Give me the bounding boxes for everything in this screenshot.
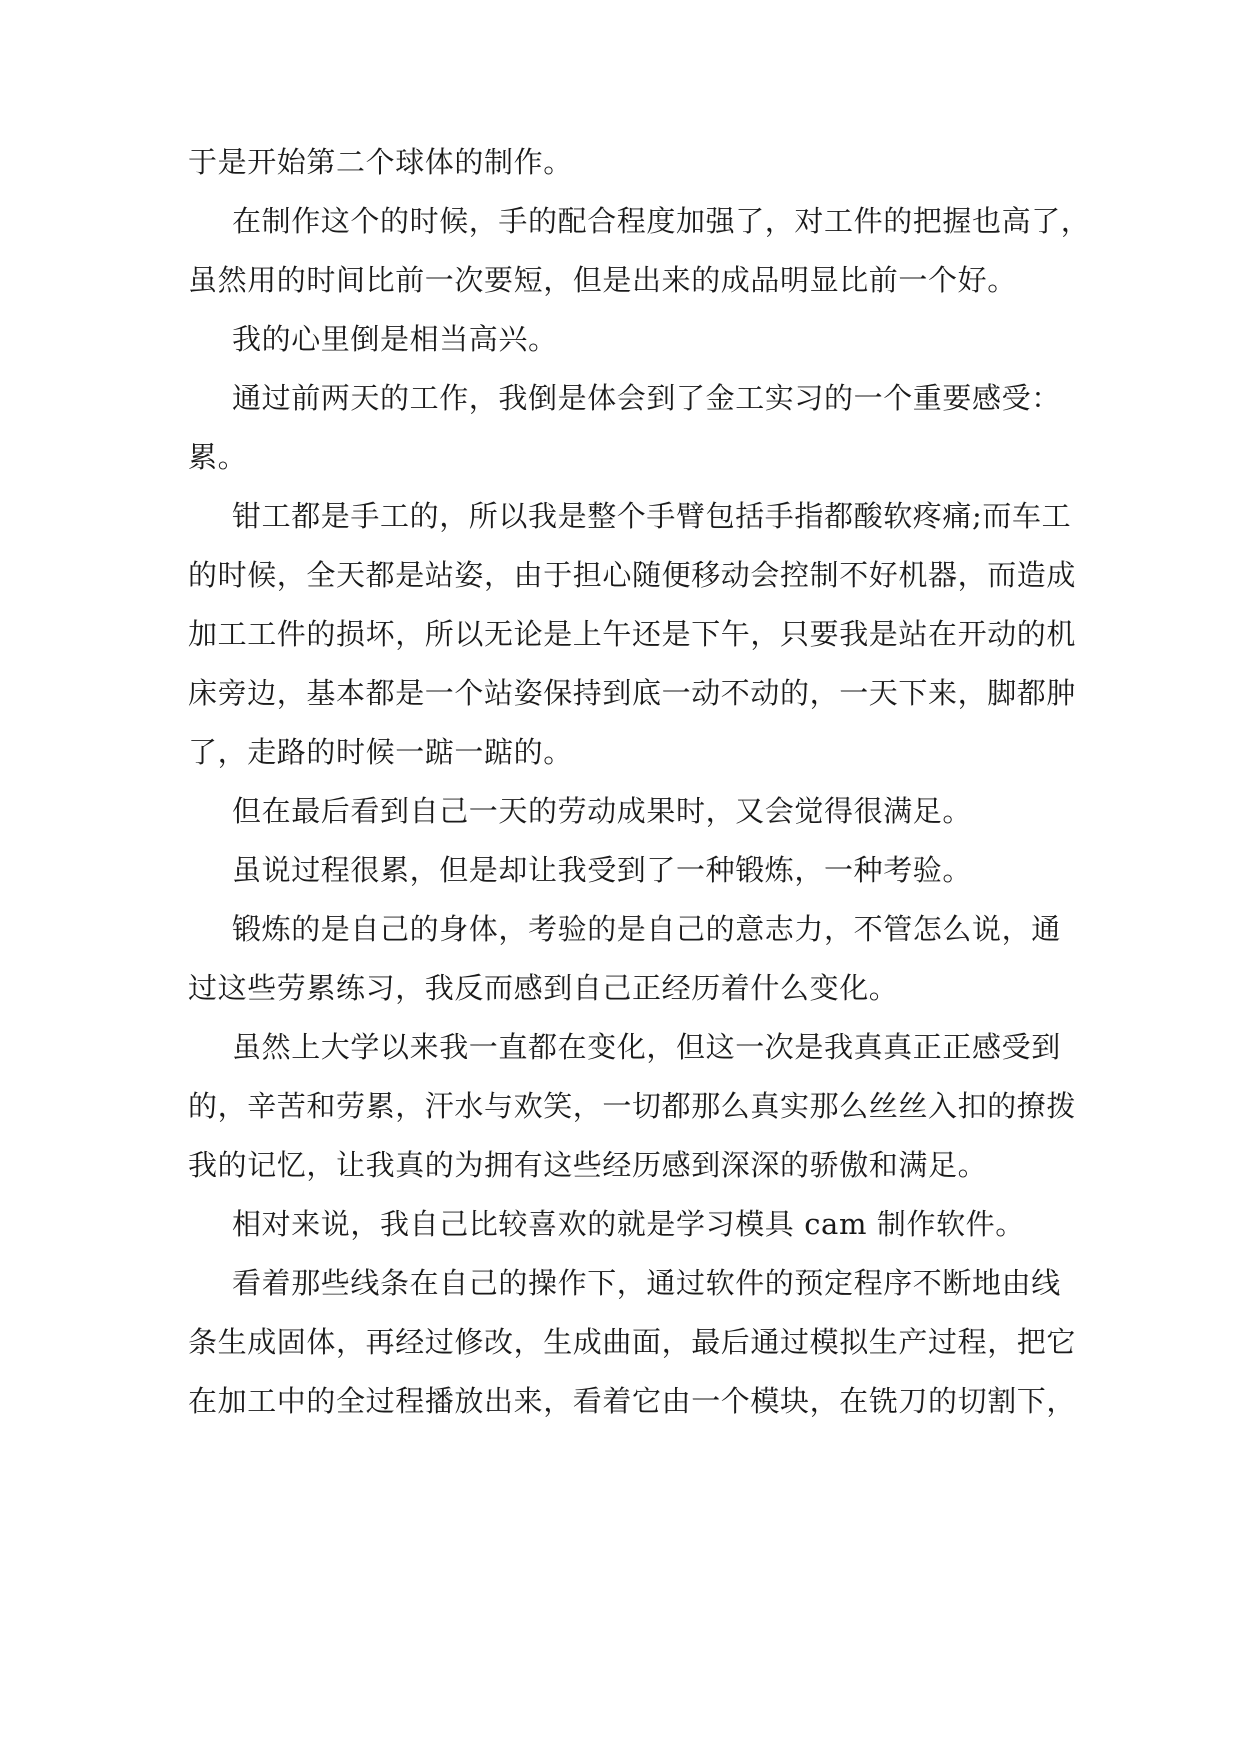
text-line: 通过前两天的工作，我倒是体会到了金工实习的一个重要感受：: [232, 381, 1061, 415]
text-line: 锻炼的是自己的身体，考验的是自己的意志力，不管怎么说，通: [232, 912, 1061, 946]
text-line: 累。: [188, 440, 248, 474]
text-line: 床旁边，基本都是一个站姿保持到底一动不动的，一天下来，脚都肿: [188, 676, 1077, 710]
text-line: 虽然上大学以来我一直都在变化，但这一次是我真真正正感受到: [232, 1030, 1061, 1064]
text-line: 我的记忆，让我真的为拥有这些经历感到深深的骄傲和满足。: [188, 1148, 988, 1182]
text-line: 在加工中的全过程播放出来，看着它由一个模块，在铣刀的切割下，: [188, 1384, 1077, 1418]
text-line: 了，走路的时候一踮一踮的。: [188, 735, 573, 769]
text-line: 相对来说，我自己比较喜欢的就是学习模具 cam 制作软件。: [232, 1207, 1025, 1241]
text-line: 条生成固体，再经过修改，生成曲面，最后通过模拟生产过程，把它: [188, 1325, 1077, 1359]
text-line: 我的心里倒是相当高兴。: [232, 322, 558, 356]
text-line: 钳工都是手工的，所以我是整个手臂包括手指都酸软疼痛;而车工: [232, 499, 1072, 533]
text-line: 看着那些线条在自己的操作下，通过软件的预定程序不断地由线: [232, 1266, 1061, 1300]
text-line: 于是开始第二个球体的制作。: [188, 145, 573, 179]
text-line: 加工工件的损坏，所以无论是上午还是下午，只要我是站在开动的机: [188, 617, 1077, 651]
text-line: 的，辛苦和劳累，汗水与欢笑，一切都那么真实那么丝丝入扣的撩拨: [188, 1089, 1077, 1123]
text-line: 的时候，全天都是站姿，由于担心随便移动会控制不好机器，而造成: [188, 558, 1077, 592]
text-line: 虽说过程很累，但是却让我受到了一种锻炼，一种考验。: [232, 853, 973, 887]
text-line: 在制作这个的时候，手的配合程度加强了，对工件的把握也高了，: [232, 204, 1091, 238]
text-line: 虽然用的时间比前一次要短，但是出来的成品明显比前一个好。: [188, 263, 1017, 297]
text-line: 但在最后看到自己一天的劳动成果时，又会觉得很满足。: [232, 794, 973, 828]
text-line: 过这些劳累练习，我反而感到自己正经历着什么变化。: [188, 971, 899, 1005]
